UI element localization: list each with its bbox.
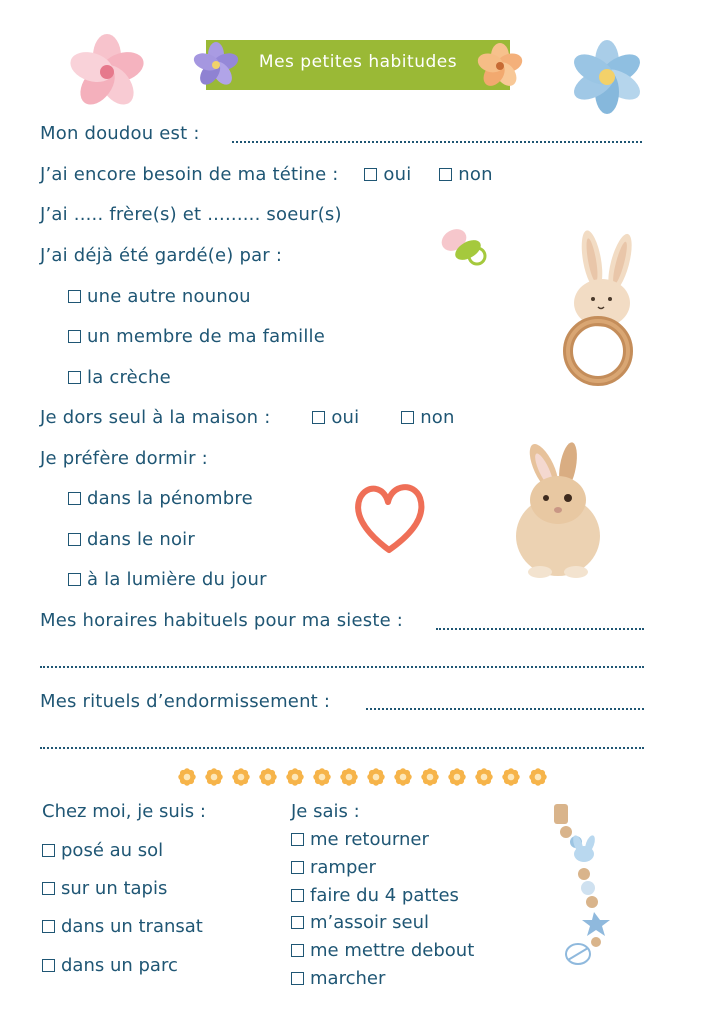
pacifier-clip-icon xyxy=(548,802,618,970)
purple-flower-icon xyxy=(192,42,240,88)
je-sais-label: marcher xyxy=(310,968,386,989)
small-flower-icon xyxy=(502,768,520,786)
chez-moi-label: dans un transat xyxy=(61,916,203,937)
je-sais-checkbox[interactable] xyxy=(291,861,304,874)
small-flower-icon xyxy=(394,768,412,786)
garde-option-label: la crèche xyxy=(87,367,171,388)
je-sais-label: m’assoir seul xyxy=(310,912,430,933)
flower-divider xyxy=(178,768,547,786)
prefere-penombre-checkbox[interactable] xyxy=(68,492,81,505)
small-flower-icon xyxy=(367,768,385,786)
garde-option xyxy=(68,366,171,390)
je-sais-label: me retourner xyxy=(310,829,429,850)
small-flower-icon xyxy=(232,768,250,786)
small-flower-icon xyxy=(205,768,223,786)
small-flower-icon xyxy=(475,768,493,786)
je-sais-label: ramper xyxy=(310,857,376,878)
dors-non-label: non xyxy=(420,407,455,428)
prefere-noir-checkbox[interactable] xyxy=(68,533,81,546)
je-sais-checkbox[interactable] xyxy=(291,889,304,902)
garde-label: J’ai déjà été gardé(e) par : xyxy=(40,245,283,266)
tetine-non-label: non xyxy=(458,164,493,185)
je-sais-item xyxy=(291,940,474,962)
chez-moi-checkbox[interactable] xyxy=(42,882,55,895)
small-flower-icon xyxy=(529,768,547,786)
tetine-oui-label: oui xyxy=(383,164,412,185)
chez-moi-label: sur un tapis xyxy=(61,878,168,899)
blue-flower-icon xyxy=(566,38,648,116)
horaires-label: Mes horaires habituels pour ma sieste : xyxy=(40,610,404,631)
je-sais-checkbox[interactable] xyxy=(291,916,304,929)
tetine-non-checkbox[interactable] xyxy=(439,168,452,181)
small-flower-icon xyxy=(340,768,358,786)
dors-oui-checkbox[interactable] xyxy=(312,411,325,424)
pacifier-icon xyxy=(436,220,490,270)
title-banner xyxy=(206,40,510,90)
garde-option xyxy=(68,285,251,309)
chez-moi-label: dans un parc xyxy=(61,955,178,976)
chez-moi-item xyxy=(42,955,178,977)
je-sais-item xyxy=(291,912,429,934)
je-sais-item xyxy=(291,885,459,907)
je-sais-checkbox[interactable] xyxy=(291,833,304,846)
prefere-option xyxy=(68,528,195,552)
garde-nounou-checkbox[interactable] xyxy=(68,290,81,303)
dors-seul-row xyxy=(40,406,455,430)
je-sais-checkbox[interactable] xyxy=(291,972,304,985)
page-title: Mes petites habitudes xyxy=(258,52,458,72)
je-sais-label: me mettre debout xyxy=(310,940,475,961)
tetine-row xyxy=(40,163,493,187)
je-sais-title: Je sais : xyxy=(291,801,360,822)
horaires-field-2[interactable] xyxy=(40,666,644,668)
dors-seul-label: Je dors seul à la maison : xyxy=(40,407,271,428)
small-flower-icon xyxy=(313,768,331,786)
prefere-option-label: dans la pénombre xyxy=(87,488,253,509)
chez-moi-item xyxy=(42,916,203,938)
prefere-option xyxy=(68,568,267,592)
chez-moi-label: posé au sol xyxy=(61,840,164,861)
bunny-icon xyxy=(500,440,610,582)
prefere-option-label: dans le noir xyxy=(87,529,195,550)
je-sais-checkbox[interactable] xyxy=(291,944,304,957)
small-flower-icon xyxy=(286,768,304,786)
small-flower-icon xyxy=(448,768,466,786)
chez-moi-checkbox[interactable] xyxy=(42,844,55,857)
small-flower-icon xyxy=(421,768,439,786)
je-sais-item xyxy=(291,829,429,851)
horaires-field[interactable] xyxy=(436,628,644,630)
prefere-label: Je préfère dormir : xyxy=(40,448,208,469)
garde-option-label: une autre nounou xyxy=(87,286,251,307)
tetine-oui-checkbox[interactable] xyxy=(364,168,377,181)
garde-creche-checkbox[interactable] xyxy=(68,371,81,384)
small-flower-icon xyxy=(178,768,196,786)
prefere-lumiere-checkbox[interactable] xyxy=(68,573,81,586)
tetine-label: J’ai encore besoin de ma tétine : xyxy=(40,164,339,185)
chez-moi-checkbox[interactable] xyxy=(42,920,55,933)
rituels-field-2[interactable] xyxy=(40,747,644,749)
chez-moi-item xyxy=(42,878,167,900)
prefere-option xyxy=(68,487,253,511)
pink-flower-icon xyxy=(66,32,148,112)
orange-flower-icon xyxy=(475,42,525,90)
prefere-option-label: à la lumière du jour xyxy=(87,569,267,590)
je-sais-item xyxy=(291,968,385,990)
rituels-label: Mes rituels d’endormissement : xyxy=(40,691,331,712)
heart-icon xyxy=(352,480,426,556)
rituels-field[interactable] xyxy=(366,708,644,710)
chez-moi-title: Chez moi, je suis : xyxy=(42,801,206,822)
doudou-label: Mon doudou est : xyxy=(40,123,200,144)
je-sais-label: faire du 4 pattes xyxy=(310,885,459,906)
garde-option xyxy=(68,325,325,349)
garde-famille-checkbox[interactable] xyxy=(68,330,81,343)
dors-non-checkbox[interactable] xyxy=(401,411,414,424)
small-flower-icon xyxy=(259,768,277,786)
doudou-field[interactable] xyxy=(232,141,642,143)
chez-moi-item xyxy=(42,840,163,862)
freres-soeurs-label: J’ai ..... frère(s) et ......... soeur(s) xyxy=(40,204,342,225)
chez-moi-checkbox[interactable] xyxy=(42,959,55,972)
garde-option-label: un membre de ma famille xyxy=(87,326,325,347)
je-sais-item xyxy=(291,857,376,879)
dors-oui-label: oui xyxy=(331,407,360,428)
bunny-teether-icon xyxy=(540,225,650,390)
